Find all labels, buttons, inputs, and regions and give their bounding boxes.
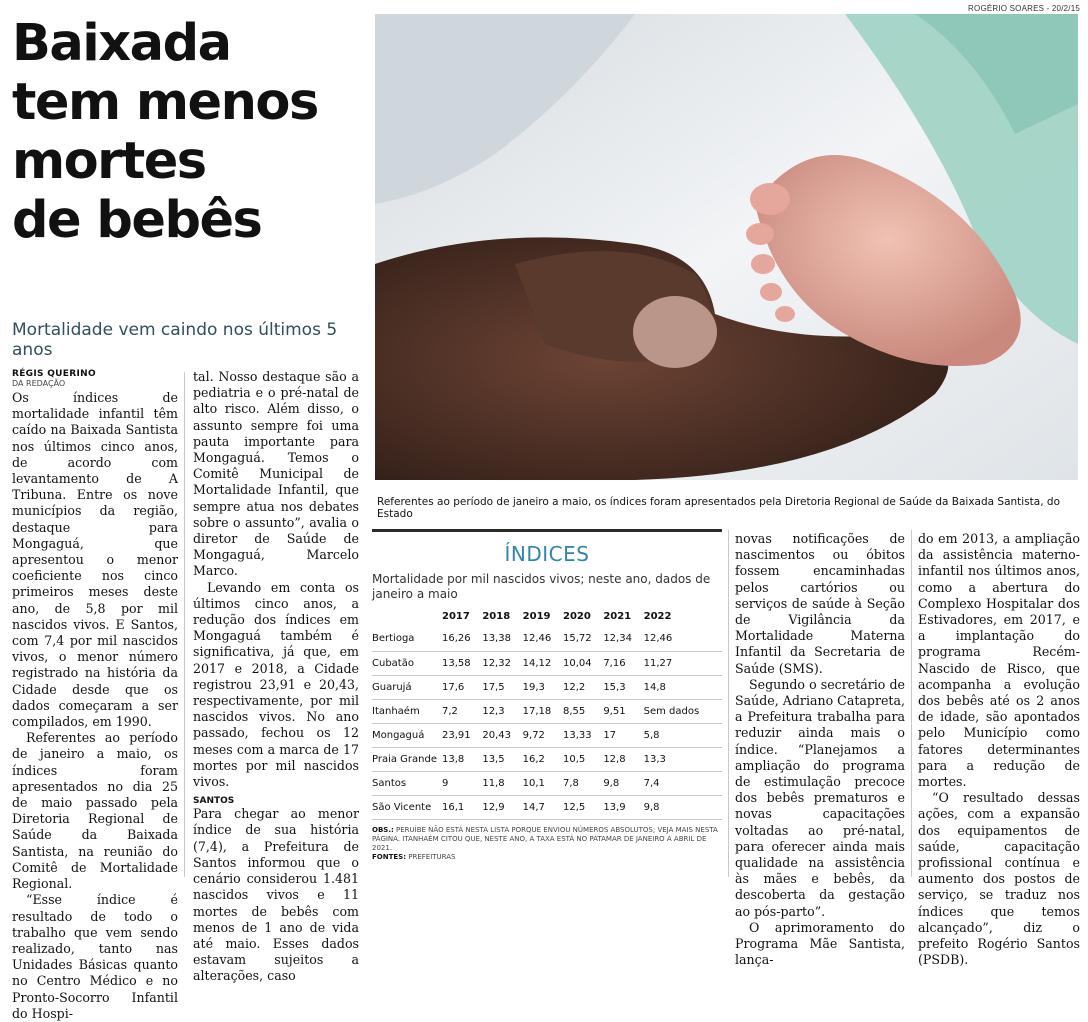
value-cell: 13,5 [482,747,522,771]
paragraph: Segundo o secretário de Saúde, Adriano Catapreta, a Prefeitura trabalha para reduzir ainda mais o índice. “Planejamos a ampliação do programa de estimulação precoce dos bebês prematuros e novas capacitações voltadas ao pré-natal, para oferecer ainda mais qualidade na assistência às mães e bebês, da descoberta da gestação ao pós-parto”. [735,676,905,919]
value-cell: 11,27 [644,651,722,675]
value-cell: Sem dados [644,699,722,723]
value-cell: 13,58 [442,651,482,675]
value-cell: 7,4 [644,771,722,795]
table-row [372,747,722,771]
photo-caption: Referentes ao período de janeiro a maio, os índices foram apresentados pela Diretoria Regional de Saúde da Baixada Santista, do Estado [377,496,1060,520]
table-notes [372,826,722,862]
paragraph: novas notificações de nascimentos ou óbitos fossem encaminhadas pelos cartórios ou serviços de saúde à Seção de Vigilância da Mortalidade Materna Infantil da Secretaria de Saúde (SMS). [735,531,905,676]
headline-line: mortes [12,132,206,191]
headline-line: de bebês [12,191,262,250]
photo-credit: ROGÉRIO SOARES - 20/2/15 [968,4,1080,13]
value-cell: 14,8 [644,675,722,699]
value-cell: 7,8 [563,771,603,795]
obs-label: OBS.: [372,825,394,834]
column-divider [911,530,912,877]
table-row [372,675,722,699]
column-divider [728,530,729,877]
value-cell: 20,43 [482,723,522,747]
box-top-rule [372,529,722,532]
city-cell: Bertioga [372,627,442,651]
baby-foot-photo [375,14,1078,480]
city-cell: Guarujá [372,675,442,699]
article-column-2 [193,369,359,985]
value-cell: 12,46 [523,627,563,651]
value-cell: 12,34 [603,627,643,651]
value-cell: 10,04 [563,651,603,675]
paragraph: do em 2013, a ampliação da assistência materno-infantil nos últimos anos, como a abertura do Complexo Hospitalar dos Estivadores, em 2017, e a implantação do programa Recém-Nascido de Risco, que acompanha a evolução dos bebês até os 2 anos de idade, são apontados pelo Município como fatores determinantes para a redução de mortes. [918,531,1080,790]
box-title: ÍNDICES [504,542,590,566]
value-cell: 16,26 [442,627,482,651]
header-cell: 2020 [562,611,591,622]
value-cell: 12,32 [482,651,522,675]
paragraph: Para chegar ao menor índice de sua história (7,4), a Prefeitura de Santos informou que o cenário considerou 1.481 nascidos vivos e 11 mortes de bebês com menos de 1 ano de vida até maio. Esses dados estavam sujeitos a alterações, caso [193,806,359,984]
value-cell: 9,8 [644,795,722,819]
source-text: PREFEITURAS [408,852,456,861]
value-cell: 19,3 [523,675,563,699]
value-cell: 7,2 [442,699,482,723]
table-header-row [372,609,722,627]
value-cell: 23,91 [442,723,482,747]
box-description: Mortalidade por mil nascidos vivos; neste ano, dados de janeiro a maio [372,572,711,601]
table-row [372,627,722,651]
value-cell: 12,2 [563,675,603,699]
paragraph: Levando em conta os últimos cinco anos, a redução dos índices em Mongaguá também é significativa, já que, em 2017 e 2018, a Cidade registrou 23,91 e 20,43, respectivamente, por mil nascidos vivos. No ano passado, fechou os 12 meses com a marca de 17 mortes por mil nascidos vivos. [193,579,359,790]
value-cell: 12,3 [482,699,522,723]
value-cell: 17,5 [482,675,522,699]
article-column-1 [12,369,178,1022]
city-cell: Mongaguá [372,723,442,747]
header-cell: 2018 [482,611,511,622]
value-cell: 12,9 [482,795,522,819]
value-cell: 17,18 [523,699,563,723]
table-row [372,771,722,795]
value-cell: 17 [603,723,643,747]
headline-line: Baixada [12,14,231,73]
article-column-3 [735,531,905,968]
subtitle: Mortalidade vem caindo nos últimos 5 anos [12,320,338,360]
article-column-4 [918,531,1080,968]
value-cell: 13,38 [482,627,522,651]
value-cell: 9,51 [603,699,643,723]
value-cell: 13,33 [563,723,603,747]
table-row [372,651,722,675]
value-cell: 13,8 [442,747,482,771]
value-cell: 7,16 [603,651,643,675]
column-divider [184,372,185,877]
header-cell: 2017 [442,611,470,622]
value-cell: 17,6 [442,675,482,699]
paragraph: “O resultado dessas ações, com a expansão dos equipamentos de saúde, capacitação profissional contínua e aumento dos postos de serviço, se traduz nos índices que temos alcançado”, diz o prefeito Rogério Santos (PSDB). [918,790,1080,968]
header-cell [372,609,442,627]
paragraph: Referentes ao período de janeiro a maio, os índices foram apresentados no dia 25 de maio passado pela Diretoria Regional de Saúde da Baixada Santista, na reunião do Comitê de Mortalidade Regional. [12,730,178,892]
paragraph: “Esse índice é resultado de todo o trabalho que vem sendo realizado, tanto nas Unidades Básicas quanto no Centro Médico e no Pronto-Socorro Infantil do Hospi- [12,892,178,1021]
city-cell: Santos [372,771,442,795]
value-cell: 10,5 [563,747,603,771]
obs-text: PERUÍBE NÃO ESTÁ NESTA LISTA PORQUE ENVIOU NÚMEROS ABSOLUTOS; VEJA MAIS NESTA PÁGINA. ITANHAÉM CITOU QUE, NESTE ANO, A TAXA ESTÁ NO PATAMAR DE JANEIRO A ABRIL DE 2021. [372,825,718,852]
value-cell: 16,1 [442,795,482,819]
value-cell: 10,1 [523,771,563,795]
value-cell: 8,55 [563,699,603,723]
paragraph: tal. Nosso destaque são a pediatria e o pré-natal de alto risco. Além disso, o assunto sempre foi uma pauta importante para Mongaguá. Temos o Comitê Municipal de Mortalidade Infantil, que sempre atua nos debates sobre o assunto”, avalia o diretor de Saúde de Mongaguá, Marcelo Marco. [193,369,359,579]
city-cell: Cubatão [372,651,442,675]
mortality-table [372,609,722,820]
news-desk: DA REDAÇÃO [12,379,66,388]
headline [12,14,362,250]
table-row [372,699,722,723]
value-cell: 12,46 [644,627,722,651]
paragraph: Os índices de mortalidade infantil têm caído na Baixada Santista nos últimos cinco anos, de acordo com levantamento de A Tribuna. Entre os nove municípios da região, destaque para Mongaguá, que apresentou o menor coeficiente nos cinco primeiros meses deste ano, de 5,8 por mil nascidos vivos. E Santos, com 7,4 por mil nascidos vivos, o menor número registrado na história da Cidade desde que os dados começaram a ser compilados, em 1990. [12,390,178,730]
observation-note [372,826,722,853]
city-cell: Itanhaém [372,699,442,723]
header-cell: 2019 [522,611,551,622]
value-cell: 12,5 [563,795,603,819]
value-cell: 16,2 [523,747,563,771]
section-heading: SANTOS [193,796,235,807]
value-cell: 15,3 [603,675,643,699]
value-cell: 9 [442,771,482,795]
value-cell: 9,8 [603,771,643,795]
header-cell: 2022 [643,611,672,622]
table-row [372,795,722,819]
value-cell: 5,8 [644,723,722,747]
header-cell: 2021 [603,611,632,622]
byline: RÉGIS QUERINO [12,369,96,379]
city-cell: Praia Grande [372,747,442,771]
source-label: FONTES: [372,852,406,861]
value-cell: 11,8 [482,771,522,795]
source-note [372,853,722,862]
headline-line: tem menos [12,73,318,132]
value-cell: 14,12 [523,651,563,675]
paragraph: O aprimoramento do Programa Mãe Santista, lança- [735,919,905,968]
index-table-box [372,529,722,879]
value-cell: 12,8 [603,747,643,771]
value-cell: 14,7 [523,795,563,819]
table-row [372,723,722,747]
city-cell: São Vicente [372,795,442,819]
value-cell: 13,9 [603,795,643,819]
value-cell: 9,72 [523,723,563,747]
value-cell: 13,3 [644,747,722,771]
value-cell: 15,72 [563,627,603,651]
